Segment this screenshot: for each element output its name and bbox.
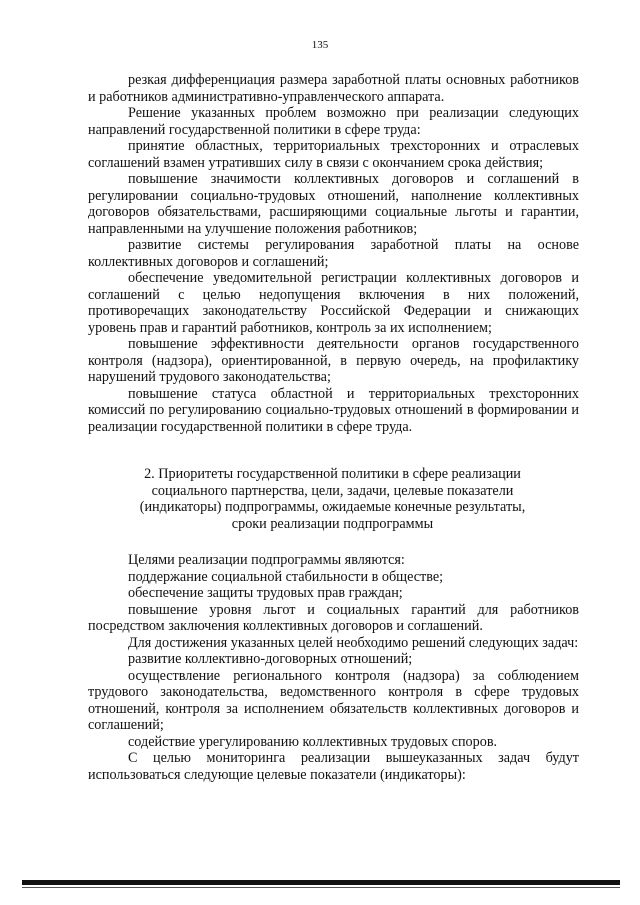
section-heading: [110, 466, 555, 532]
paragraph: Целями реализации подпрограммы являются:: [128, 552, 405, 568]
heading-line: социального партнерства, цели, задачи, целевые показатели: [151, 482, 514, 499]
page-number: 135: [311, 39, 329, 51]
paragraph: резкая дифференциация размера заработной платы основных работников и работников административно-управленческого аппарата.: [88, 72, 579, 105]
paragraph: С целью мониторинга реализации вышеуказанных задач будут использоваться следующие целевые показатели (индикаторы):: [88, 750, 579, 783]
paragraph: содействие урегулированию коллективных трудовых споров.: [128, 733, 498, 750]
paragraph: повышение эффективности деятельности органов государственного контроля (надзора), ориентированной, в первую очередь, на профилактику нарушений трудового законодательства;: [88, 336, 579, 385]
paragraph: принятие областных, территориальных трехсторонних и отраслевых соглашений взамен утративших силу в связи с окончанием срока действия;: [88, 138, 579, 171]
heading-line: 2. Приоритеты государственной политики в сфере реализации: [144, 466, 521, 482]
paragraph: повышение значимости коллективных договоров и соглашений в регулировании социально-трудовых отношений, наполнение коллективных договоров обязательствами, расширяющими социальные льготы и гарантии, направленными на улучшение положения работников;: [88, 171, 579, 237]
paragraph: обеспечение защиты трудовых прав граждан;: [128, 585, 403, 601]
section-2-text: [88, 552, 579, 783]
paragraph: осуществление регионального контроля (надзора) за соблюдением трудового законодательства, ведомственного контроля в сфере трудовых отношений, контроля за исполнением обязательств коллективных договоров и соглашений;: [88, 667, 579, 733]
paragraph: Решение указанных проблем возможно при реализации следующих направлений государственной политики в сфере труда:: [88, 105, 579, 138]
paragraph: развитие коллективно-договорных отношений;: [128, 651, 413, 667]
bottom-border-thin-line: [22, 887, 620, 888]
paragraph: повышение статуса областной и территориальных трехсторонних комиссий по регулированию социально-трудовых отношений в формировании и реализации государственной политики в сфере труда.: [88, 385, 579, 435]
section-1-text: [88, 72, 579, 435]
heading-line: (индикаторы) подпрограммы, ожидаемые конечные результаты,: [139, 499, 526, 515]
paragraph: развитие системы регулирования заработной платы на основе коллективных договоров и соглашений;: [88, 237, 579, 270]
heading-line: сроки реализации подпрограммы: [231, 515, 434, 532]
bottom-border-line: [22, 880, 620, 885]
paragraph: обеспечение уведомительной регистрации коллективных договоров и соглашений с целью недопущения включения в них положений, противоречащих законодательству Российской Федерации и снижающих уровень прав и гарантий работников, контроль за их исполнением;: [88, 270, 579, 336]
paragraph: Для достижения указанных целей необходимо решений следующих задач:: [128, 634, 579, 651]
paragraph: повышение уровня льгот и социальных гарантий для работников посредством заключения коллективных договоров и соглашений.: [88, 601, 579, 634]
paragraph: поддержание социальной стабильности в обществе;: [128, 568, 444, 585]
